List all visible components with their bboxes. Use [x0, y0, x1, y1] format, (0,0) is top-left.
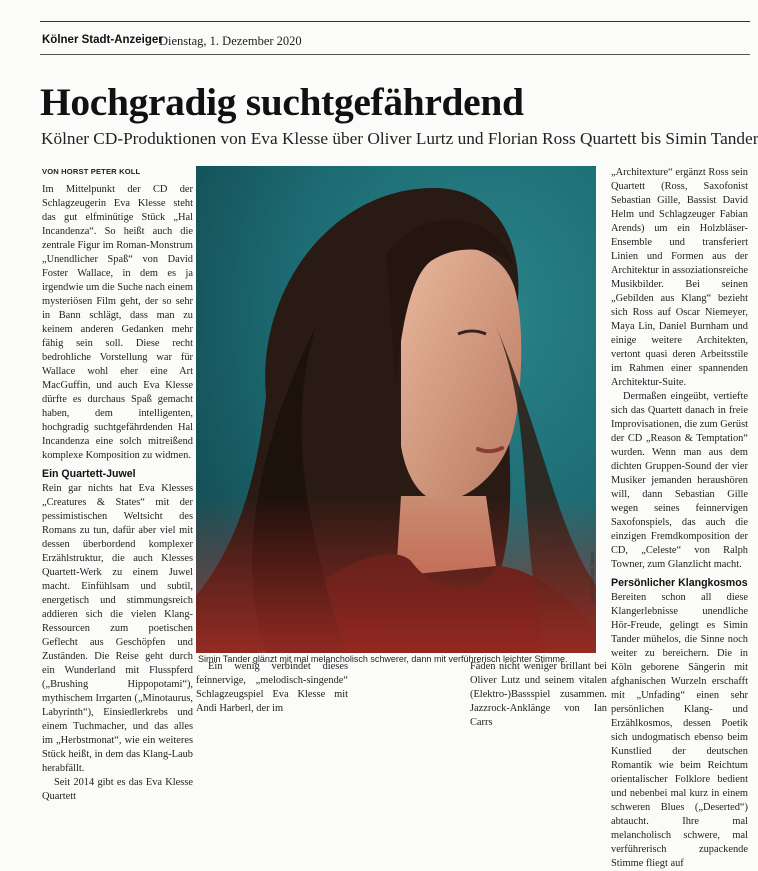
photo-caption: Simin Tander glänzt mit mal melancholisch schwerer, dann mit verführerisch leichter Stimme. [198, 654, 568, 664]
paragraph: Ein wenig verbindet dieses feinnervige, „melodisch-singende“ Schlagzeugspiel Eva Klesse mit Andi Harberl, der im [196, 661, 348, 714]
portrait-photo-icon [196, 166, 596, 653]
issue-date: Dienstag, 1. Dezember 2020 [159, 34, 302, 48]
rule-top [40, 21, 750, 22]
paragraph: Im Mittelpunkt der CD der Schlagzeugerin Eva Klesse steht das gut elfminütige Stück „Hal Incandenza“. So heißt auch die zentrale Figur im Roman-Monstrum „Unendlicher Spaß“ von David Foster Wallace, in dem es ja irgendwie um die Suche nach einem mysteriösen Film geht, der so sehr in Bann schlägt, dass man zu keinem anderen Gedanken mehr fähig sein soll. Diese recht bedrohliche Vorstellung war für Wallace wohl eher eine Art MacGuffin, und auch Eva Klesse dürfte es durchaus Spaß gemacht haben, dem intelligenten, hochgradig suchtgefährdenden Hal Incandenza eine solch mitreißend komplexe Komposition zu widmen. [42, 184, 193, 461]
headline: Hochgradig suchtgefährdend [40, 80, 524, 124]
paragraph: Rein gar nichts hat Eva Klesses „Creatures & States“ mit der pessimistischen Weltsicht des Romans zu tun, dafür aber viel mit dessen überbordend komplexer Erzählstruktur, die auch Klesses Quartett-Werk zu einem Juwel macht. Einfühlsam und subtil, energetisch und stimmungsreich addieren sich die vielen Klang-Ressourcen zum poetischen Geflecht aus Geschöpfen und Zuständen. Die Reise geht durch ein Wunderland mit Flusspferd („Brushing Hippopotami“), mythischem Irrgarten („Minotaurus, Labyrinth“), Einsiedlerkrebs und einem Tuchmacher, und das alles im „Herbstmonat“, wie ein weiteres Stück heißt, in dem das Klang-Laub herabfällt. [42, 483, 193, 774]
newspaper-name: Kölner Stadt-Anzeiger [42, 34, 163, 46]
section-heading: Ein Quartett-Juwel [42, 468, 136, 480]
article-column-3 [470, 660, 607, 728]
paragraph: Seit 2014 gibt es das Eva Klesse Quartett [42, 777, 193, 802]
paragraph: „Architexture“ ergänzt Ross sein Quartett (Ross, Saxofonist Sebastian Gille, Bassist David Helm und Schlagzeuger Fabian Arends) um ein Holzbläser-Ensemble und transferiert Linien und Formen aus der Architektur in assoziationsreiche Musikbilder. Bei seinen „Gebilden aus Klang“ bezieht sich Ross auf Oscar Niemeyer, Maya Lin, Daniel Burnham und einige weitere Architekten, vertont quasi deren Arbeitsstile im Rahmen einer spannenden Architektur-Suite. [611, 167, 748, 388]
portrait-photo [196, 166, 596, 653]
photo-credit: Foto: Matthias Kleeb [590, 552, 596, 603]
byline: VON HORST PETER KOLL [42, 167, 141, 176]
rule-bottom [40, 54, 750, 55]
masthead [0, 0, 750, 62]
paragraph: Fäden nicht weniger brillant bei Oliver Lutz und seinem vitalen (Elektro-)Bassspiel zusammen. Jazzrock-Anklänge von Ian Carrs [470, 661, 607, 728]
subheadline: Kölner CD-Produktionen von Eva Klesse über Oliver Lurtz und Florian Ross Quartett bis Simin Tander [41, 129, 758, 148]
paragraph: Bereiten schon all diese Klangerlebnisse unendliche Hör-Freude, gelingt es Simin Tander mühelos, die Sinne noch weiter zu bereichern. Die in Köln geborene Sängerin mit afghanischen Wurzeln erschafft mit „Unfading“ einen sehr persönlichen Klang- und Erzählkosmos, dessen Poetik sich undogmatisch ebenso beim Kunstlied der deutschen Romantik wie beim Reichtum orientalischer Folklore bedient und nebenbei mal kurz in einem schweren Blues („Deserted“) abtaucht. Ihre mal melancholisch schwere, mal verführerisch zupackende Stimme fliegt auf [611, 592, 748, 869]
paragraph: Dermaßen eingeübt, vertiefte sich das Quartett danach in freie Improvisationen, die zum Gerüst der CD „Reason & Temptation“ wurden. Wenn man aus dem dichten Gruppen-Sound der vier Musiker jemanden heraushören will, dann Sebastian Gille wegen seines feinnervigen Saxofonspiels, das auch die einzigen Fremdkomposition der CD, „Celeste“ von Ralph Towner, zum Glanzlicht macht. [611, 391, 748, 570]
article-column-1 [42, 183, 193, 802]
section-heading: Persönlicher Klangkosmos [611, 577, 748, 589]
article-column-4 [611, 166, 748, 869]
article-column-2 [196, 660, 348, 714]
